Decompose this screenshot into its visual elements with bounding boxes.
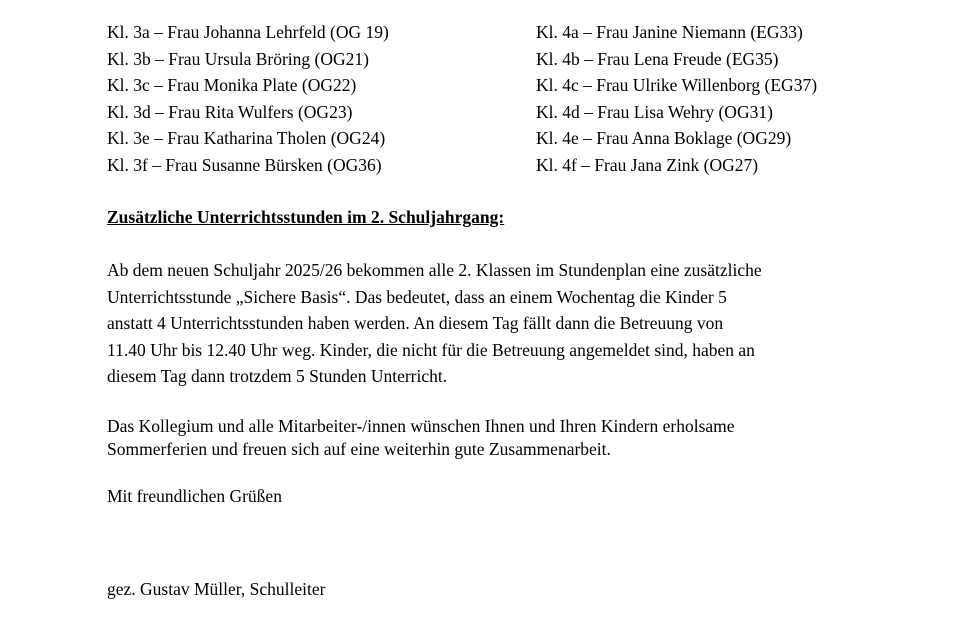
class-entry-4e: Kl. 4e – Frau Anna Boklage (OG29): [536, 128, 792, 148]
class-entry-4f: Kl. 4f – Frau Jana Zink (OG27): [536, 154, 759, 175]
signature-line: gez. Gustav Müller, Schulleiter: [107, 579, 326, 599]
class-entry-3d: Kl. 3d – Frau Rita Wulfers (OG23): [107, 101, 353, 122]
class-entry-3a: Kl. 3a – Frau Johanna Lehrfeld (OG 19): [107, 22, 389, 42]
paragraph-line: diesem Tag dann trotzdem 5 Stunden Unterricht.: [107, 366, 448, 386]
paragraph-line: anstatt 4 Unterrichtsstunden haben werden. An diesem Tag fällt dann die Betreuung von: [107, 313, 724, 333]
paragraph-holiday-wishes: [107, 415, 735, 461]
class-entry-3f: Kl. 3f – Frau Susanne Bürsken (OG36): [107, 154, 382, 175]
class-entry-3b: Kl. 3b – Frau Ursula Bröring (OG21): [107, 48, 369, 69]
class-entry-4a: Kl. 4a – Frau Janine Niemann (EG33): [536, 22, 803, 42]
class-list-grade-3: [107, 19, 389, 178]
paragraph-line: Sommerferien und freuen sich auf eine weiterhin gute Zusammenarbeit.: [107, 439, 611, 459]
class-list-grade-4: [536, 19, 817, 178]
paragraph-line: Das Kollegium und alle Mitarbeiter-/innen wünschen Ihnen und Ihren Kindern erholsame: [107, 416, 735, 436]
paragraph-line: Ab dem neuen Schuljahr 2025/26 bekommen alle 2. Klassen im Stundenplan eine zusätzliche: [107, 260, 762, 280]
class-entry-4b: Kl. 4b – Frau Lena Freude (EG35): [536, 48, 779, 69]
class-entry-3e: Kl. 3e – Frau Katharina Tholen (OG24): [107, 128, 386, 148]
section-heading: Zusätzliche Unterrichtsstunden im 2. Schuljahrgang:: [107, 207, 505, 227]
class-entry-3c: Kl. 3c – Frau Monika Plate (OG22): [107, 75, 357, 95]
paragraph-line: 11.40 Uhr bis 12.40 Uhr weg. Kinder, die nicht für die Betreuung angemeldet sind, haben an: [107, 339, 755, 360]
paragraph-extra-lessons: [107, 257, 762, 390]
class-entry-4d: Kl. 4d – Frau Lisa Wehry (OG31): [536, 101, 773, 122]
class-entry-4c: Kl. 4c – Frau Ulrike Willenborg (EG37): [536, 75, 818, 95]
paragraph-line: Unterrichtsstunde „Sichere Basis“. Das bedeutet, dass an einem Wochentag die Kinder 5: [107, 286, 727, 307]
closing-salutation: Mit freundlichen Grüßen: [107, 486, 282, 506]
